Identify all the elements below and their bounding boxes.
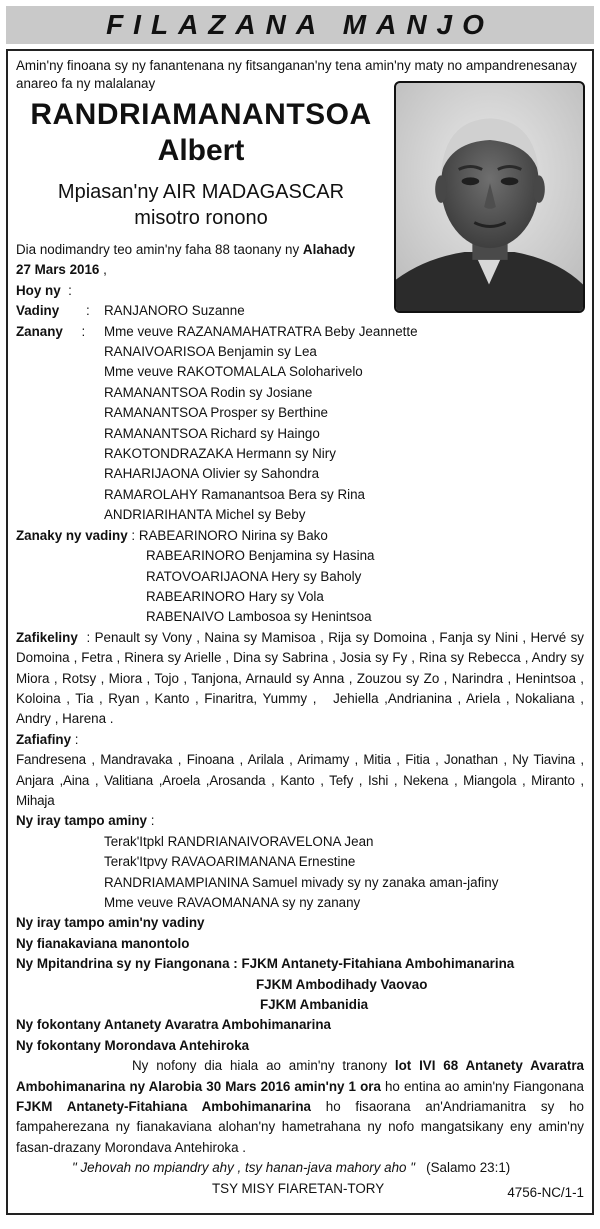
sibling-name: Mme veuve RAVAOMANANA sy ny zanany xyxy=(104,895,361,910)
portrait-image xyxy=(396,83,583,311)
quote-ref: (Salamo 23:1) xyxy=(414,1160,511,1176)
iray-tampo-label: Ny iray tampo aminy xyxy=(16,813,147,829)
zanany-name: RAHARIJAONA Olivier sy Sahondra xyxy=(104,466,320,482)
sibling-name: RANDRIAMAMPIANINA Samuel mivady sy ny zanaka aman-jafiny xyxy=(104,874,499,890)
funeral-church: FJKM Antanety-Fitahiana Ambohimanarina xyxy=(16,1099,311,1115)
funeral-text: ho entina ao amin'ny Fiangonana xyxy=(380,1078,584,1094)
vadiny-name: RANJANORO Suzanne xyxy=(104,303,245,319)
deceased-header xyxy=(16,97,386,231)
zafiafiny-sep: : xyxy=(71,731,79,747)
zanany-name: RAKOTONDRAZAKA Hermann sy Niry xyxy=(104,446,336,462)
deceased-surname: RANDRIAMANANTSOA xyxy=(30,98,372,131)
zafiafiny-heading xyxy=(16,730,584,750)
zanaky-ny-vadiny-row xyxy=(16,526,584,546)
zanany-name: RAMANANTSOA Rodin sy Josiane xyxy=(104,384,313,400)
zanany-row xyxy=(16,322,584,342)
death-text: Dia nodimandry teo amin'ny faha 88 taonany ny xyxy=(16,242,303,257)
zafiafiny-label: Zafiafiny xyxy=(16,731,72,747)
sibling-name: Terak'Itpkl RANDRIANAIVORAVELONA Jean xyxy=(104,833,374,849)
zanaky-ny-vadiny-label: Zanaky ny vadiny xyxy=(16,527,128,543)
zafikeliny-label: Zafikeliny xyxy=(16,629,78,645)
stepchild-name: RABEARINORO Nirina sy Bako xyxy=(138,527,328,543)
obituary-box xyxy=(6,49,594,1215)
church-name: FJKM Ambanidia xyxy=(260,997,369,1013)
deceased-firstname: Albert xyxy=(157,134,245,167)
death-day: Alahady xyxy=(302,242,356,257)
footer xyxy=(16,1179,584,1201)
vadiny-sep: : xyxy=(86,303,90,319)
closing-line: TSY MISY FIARETAN-TORY xyxy=(212,1180,385,1196)
church-name: FJKM Antanety-Fitahiana Ambohimanarina xyxy=(241,956,515,972)
death-notice xyxy=(16,240,394,281)
zanany-name: ANDRIARIHANTA Michel sy Beby xyxy=(104,507,306,523)
stepchild-name: RABENAIVO Lambosoa sy Henintsoa xyxy=(146,609,372,625)
mpitandrina-row xyxy=(16,954,584,974)
sibling-name: Terak'Itpvy RAVAOARIMANANA Ernestine xyxy=(104,854,356,870)
whole-family: Ny fianakaviana manontolo xyxy=(16,935,190,951)
deceased-employer: Mpiasan'ny AIR MADAGASCAR xyxy=(57,181,345,203)
funeral-place-time: lot IVI 68 Antanety Avaratra Ambohimanarina ny Alarobia 30 Mars 2016 amin'ny 1 ora xyxy=(16,1058,584,1094)
zafiafiny-text: Fandresena , Mandravaka , Finoana , Arilala , Arimamy , Mitia , Fitia , Jonathan , Ny Tiavina , Anjara ,Aina , Valitiana ,Aroela ,Arosanda , Kanto , Tefy , Ishi , Nekena , Miangola , Miranto , Mihaja xyxy=(16,752,584,808)
obituary-page xyxy=(0,6,600,1229)
deceased-status: misotro ronono xyxy=(134,207,268,229)
zanany-name: RAMANANTSOA Richard sy Haingo xyxy=(104,425,320,441)
stepchild-name: RABEARINORO Benjamina sy Hasina xyxy=(146,548,375,564)
portrait-photo xyxy=(394,81,585,313)
iray-tampo-sep: : xyxy=(146,813,155,829)
death-date: 27 Mars 2016 xyxy=(16,262,100,278)
fokontany-line: Ny fokontany Antanety Avaratra Ambohimanarina xyxy=(16,1017,331,1033)
funeral-text: ho fisaorana an'Andriamanitra sy ho fampaherezana ny fianakaviana alohan'ny hametrahana ny nofo mangatsikany eny amin'ny fasan-drazany Morondava Antehiroka . xyxy=(16,1099,584,1155)
zanany-label: Zanany xyxy=(16,323,63,339)
hoy-sep: : xyxy=(60,282,72,298)
quote-text: " Jehovah no mpiandry ahy , tsy hanan-java mahory aho " xyxy=(72,1160,415,1176)
iray-tampo-heading xyxy=(16,811,584,831)
zanany-sep: : xyxy=(74,323,86,339)
zanany-name: Mme veuve RAZANAMAHATRATRA Beby Jeannette xyxy=(104,323,418,339)
church-name: FJKM Ambodihady Vaovao xyxy=(256,976,428,992)
spouse-siblings: Ny iray tampo amin'ny vadiny xyxy=(16,915,205,931)
vadiny-label: Vadiny xyxy=(16,303,60,319)
fokontany-line: Ny fokontany Morondava Antehiroka xyxy=(16,1037,250,1053)
zanany-name: RAMAROLAHY Ramanantsoa Bera sy Rina xyxy=(104,486,365,502)
mpitandrina-label: Ny Mpitandrina sy ny Fiangonana : xyxy=(16,956,242,972)
funeral-text: Ny nofony dia hiala ao amin'ny tranony xyxy=(132,1058,395,1074)
scripture-quote xyxy=(16,1158,584,1178)
zanany-name: RAMANANTSOA Prosper sy Berthine xyxy=(104,405,328,421)
reference-code: 4756-NC/1-1 xyxy=(507,1184,584,1200)
stepchild-name: RATOVOARIJAONA Hery sy Baholy xyxy=(146,568,362,584)
zanany-name: RANAIVOARISOA Benjamin sy Lea xyxy=(104,344,317,360)
zanany-name: Mme veuve RAKOTOMALALA Soloharivelo xyxy=(104,364,363,380)
stepchild-name: RABEARINORO Hary sy Vola xyxy=(146,588,324,604)
zanaky-ny-vadiny-sep: : xyxy=(127,527,139,543)
death-tail: , xyxy=(99,262,107,278)
zafikeliny-text: : Penault sy Vony , Naina sy Mamisoa , Rija sy Domoina , Fanja sy Nini , Hervé sy Domoina , Fetra , Rinera sy Arielle , Dina sy Sabrina , Josia sy Fy , Rina sy Rebecca , Andry sy Miora , Rotsy , Miora , Tojo , Tanjona, Arnauld sy Anna , Zouzou sy Zo , Narindra , Henintsoa , Koloina , Tia , Ryan , Kanto , Finaritra, Yummy , Jehiella ,Andrianina , Ariela , Nokaliana , Andry , Harena . xyxy=(16,629,588,727)
funeral-paragraph xyxy=(16,1056,584,1158)
banner-title: FILAZANA MANJO xyxy=(6,6,594,44)
intro-text: Amin'ny finoana sy ny fanantenana ny fitsanganan'ny tena amin'ny maty no ampandrenesanay anareo fa ny malalanay xyxy=(16,58,577,91)
hoy-label: Hoy ny xyxy=(16,282,61,298)
zafikeliny-paragraph xyxy=(16,628,588,730)
